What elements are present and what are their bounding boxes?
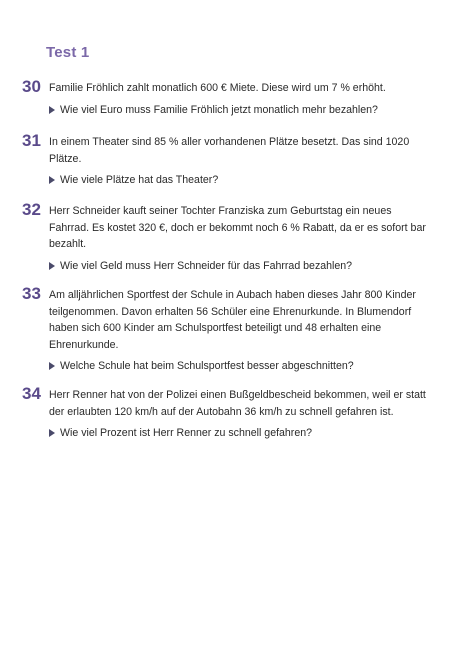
- task-text: Herr Schneider kauft seiner Tochter Franziska zum Geburtstag ein neues Fahrrad. Es kostet 320 €, doch er bekommt noch 6 % Rabatt, da er es sofort bar bezahlt.: [49, 205, 426, 250]
- task-text: Familie Fröhlich zahlt monatlich 600 € Miete. Diese wird um 7 % erhöht.: [49, 82, 386, 94]
- page-title: Test 1: [46, 44, 90, 61]
- task-text: Am alljährlichen Sportfest der Schule in Aubach haben dieses Jahr 800 Kinder teilgenommen. Davon erhalten 56 Schüler eine Ehrenurkunde. In Blumendorf haben sich 600 Kinder am Schulsportfest beteiligt und 48 erhalten eine Ehrenurkunde.: [49, 289, 416, 351]
- task-34: [22, 384, 432, 441]
- question-text: Wie viel Euro muss Familie Fröhlich jetzt monatlich mehr bezahlen?: [60, 103, 378, 116]
- task-question: [49, 358, 432, 374]
- task-30: [22, 77, 432, 118]
- arrow-right-icon: [49, 362, 55, 370]
- task-question: [49, 102, 432, 118]
- task-number: 33: [22, 284, 41, 303]
- task-question: [49, 172, 417, 188]
- arrow-right-icon: [49, 176, 55, 184]
- task-question: [49, 425, 432, 441]
- task-33: [22, 284, 432, 374]
- task-question: [49, 258, 432, 274]
- arrow-right-icon: [49, 262, 55, 270]
- task-number: 32: [22, 200, 41, 219]
- task-number: 30: [22, 77, 41, 96]
- task-number: 34: [22, 384, 41, 403]
- task-number: 31: [22, 131, 41, 150]
- task-31: [22, 131, 432, 188]
- arrow-right-icon: [49, 429, 55, 437]
- task-text: In einem Theater sind 85 % aller vorhandenen Plätze besetzt. Das sind 1020 Plätze.: [49, 136, 410, 165]
- question-text: Welche Schule hat beim Schulsportfest besser abgeschnitten?: [60, 360, 354, 372]
- task-text: Herr Renner hat von der Polizei einen Bußgeldbescheid bekommen, weil er statt der erlaubten 120 km/h auf der Autobahn 36 km/h zu schnell gefahren ist.: [49, 389, 426, 418]
- task-32: [22, 200, 432, 274]
- question-text: Wie viel Prozent ist Herr Renner zu schnell gefahren?: [60, 427, 313, 439]
- question-text: Wie viele Plätze hat das Theater?: [60, 174, 219, 186]
- arrow-right-icon: [49, 106, 55, 114]
- question-text: Wie viel Geld muss Herr Schneider für das Fahrrad bezahlen?: [60, 259, 353, 272]
